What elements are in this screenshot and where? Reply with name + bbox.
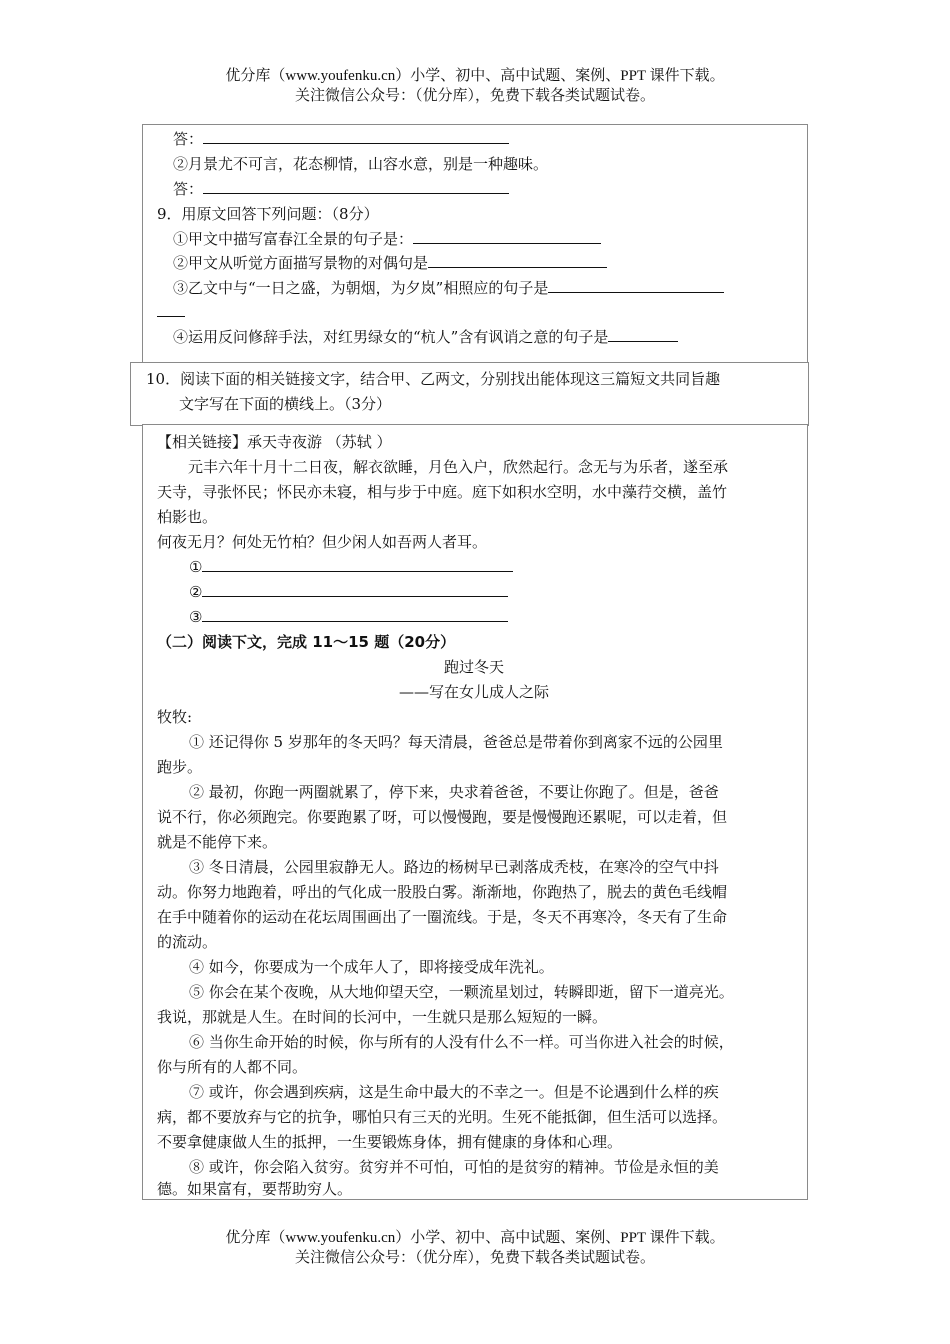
page-header-line1: 优分库（www.youfenku.cn）小学、初中、高中试题、案例、PPT 课件下载。 — [225, 68, 725, 84]
answer-blank[interactable] — [202, 605, 508, 622]
paragraph-2-line3: 就是不能停下来。 — [157, 833, 278, 851]
question-10-line1: 10．阅读下面的相关链接文字，结合甲、乙两文，分别找出能体现这三篇短文共同旨趣 — [146, 370, 721, 388]
answer-blank[interactable] — [202, 580, 508, 597]
answer-blank[interactable] — [413, 227, 601, 244]
paragraph-3-line3: 在手中随着你的运动在花坛周围画出了一圈流线。于是，冬天不再寒冷，冬天有了生命 — [157, 908, 728, 926]
part-2-title: （二）阅读下文，完成 11～15 题（20分） — [157, 633, 456, 651]
paragraph-7-line3: 不要拿健康做人生的抵押，一生要锻炼身体，拥有健康的身体和心理。 — [157, 1133, 623, 1151]
paragraph-3-line1: ③ 冬日清晨，公园里寂静无人。路边的杨树早已剥落成秃枝，在寒冷的空气中抖 — [189, 858, 719, 876]
article-subtitle: ——写在女儿成人之际 — [398, 683, 549, 701]
page-footer-line2: 关注微信公众号：（优分库），免费下载各类试题试卷。 — [294, 1250, 655, 1266]
paragraph-1-line2: 跑步。 — [157, 758, 203, 776]
blank-line-2 — [189, 580, 508, 604]
paragraph-5-line1: ⑤ 你会在某个夜晚，从大地仰望天空，一颗流星划过，转瞬即逝，留下一道亮光。 — [189, 983, 734, 1001]
answer-blank[interactable] — [203, 127, 509, 144]
paragraph-1-line1: ① 还记得你 5 岁那年的冬天吗？每天清晨，爸爸总是带着你到离家不远的公园里 — [189, 733, 723, 751]
paragraph-3-line2: 动。你努力地跑着，呼出的气化成一股股白雾。渐渐地，你跑热了，脱去的黄色毛线帽 — [157, 883, 728, 901]
paragraph-6-line2: 你与所有的人都不同。 — [157, 1058, 308, 1076]
question-9-part1 — [173, 227, 601, 251]
related-link-para-line4: 何夜无月？何处无竹柏？但少闲人如吾两人者耳。 — [157, 533, 488, 551]
answer-label: 答： — [173, 180, 204, 198]
item-2-text: ②月景尤不可言，花态柳情，山容水意，别是一种趣味。 — [173, 155, 549, 173]
question-text: ③乙文中与“一日之盛，为朝烟，为夕岚”相照应的句子是 — [173, 279, 549, 297]
paragraph-8-line1: ⑧ 或许，你会陷入贫穷。贫穷并不可怕，可怕的是贫穷的精神。节俭是永恒的美 — [189, 1158, 719, 1176]
question-9-part4 — [173, 325, 678, 349]
related-link-para-line3: 柏影也。 — [157, 508, 218, 526]
paragraph-8-line2: 德。如果富有，要帮助穷人。 — [157, 1180, 353, 1198]
question-9-part3-continuation — [157, 300, 185, 324]
paragraph-5-line2: 我说，那就是人生。在时间的长河中，一生就只是那么短短的一瞬。 — [157, 1008, 608, 1026]
answer-blank[interactable] — [157, 300, 185, 317]
related-link-para-line2: 天寺，寻张怀民；怀民亦未寝，相与步于中庭。庭下如积水空明，水中藻荇交横，盖竹 — [157, 483, 728, 501]
question-9-title: 9．用原文回答下列问题：（8分） — [157, 205, 379, 223]
answer-blank[interactable] — [202, 555, 513, 572]
paragraph-4: ④ 如今，你要成为一个成年人了，即将接受成年洗礼。 — [189, 958, 554, 976]
answer-label: 答： — [173, 130, 204, 148]
page-footer-line1: 优分库（www.youfenku.cn）小学、初中、高中试题、案例、PPT 课件下载。 — [225, 1230, 725, 1246]
paragraph-3-line4: 的流动。 — [157, 933, 218, 951]
blank-number: ③ — [189, 608, 203, 626]
question-9-part2 — [173, 251, 607, 275]
question-10-line2: 文字写在下面的横线上。（3分） — [179, 395, 392, 413]
paragraph-7-line1: ⑦ 或许，你会遇到疾病，这是生命中最大的不幸之一。但是不论遇到什么样的疾 — [189, 1083, 719, 1101]
paragraph-2-line1: ② 最初，你跑一两圈就累了，停下来，央求着爸爸，不要让你跑了。但是，爸爸 — [189, 783, 719, 801]
answer-blank[interactable] — [548, 276, 724, 293]
related-link-para-line1: 元丰六年十月十二日夜，解衣欲睡，月色入户，欣然起行。念无与为乐者，遂至承 — [188, 458, 729, 476]
answer-blank[interactable] — [428, 251, 607, 268]
related-link-title: 【相关链接】承天寺夜游 （苏轼 ） — [157, 433, 392, 451]
page-header-line2: 关注微信公众号：（优分库），免费下载各类试题试卷。 — [294, 88, 655, 104]
article-greeting: 牧牧: — [157, 708, 193, 726]
question-text: ①甲文中描写富春江全景的句子是： — [173, 230, 414, 248]
blank-number: ① — [189, 558, 203, 576]
blank-line-3 — [189, 605, 508, 629]
answer-blank[interactable] — [203, 177, 509, 194]
blank-line-1 — [189, 555, 513, 579]
blank-number: ② — [189, 583, 203, 601]
answer-line-1 — [173, 127, 509, 151]
article-title: 跑过冬天 — [443, 658, 504, 676]
paragraph-2-line2: 说不行，你必须跑完。你要跑累了呀，可以慢慢跑，要是慢慢跑还累呢，可以走着，但 — [157, 808, 728, 826]
paragraph-7-line2: 病，都不要放弃与它的抗争，哪怕只有三天的光明。生死不能抵御，但生活可以选择。 — [157, 1108, 728, 1126]
question-text: ④运用反问修辞手法，对红男绿女的“杭人”含有讽诮之意的句子是 — [173, 328, 609, 346]
question-9-part3 — [173, 276, 724, 300]
answer-blank[interactable] — [608, 325, 678, 342]
answer-line-2 — [173, 177, 509, 201]
question-text: ②甲文从听觉方面描写景物的对偶句是 — [173, 254, 429, 272]
paragraph-6-line1: ⑥ 当你生命开始的时候，你与所有的人没有什么不一样。可当你进入社会的时候， — [189, 1033, 734, 1051]
